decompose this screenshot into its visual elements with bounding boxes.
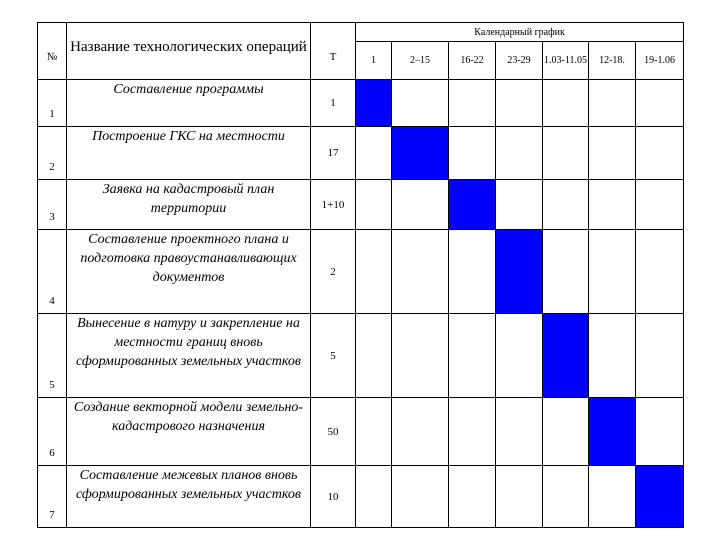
schedule-cell xyxy=(543,398,589,466)
schedule-cell xyxy=(636,80,684,127)
row-operation-name: Составление проектного плана и подготовка правоустанавливающих документов xyxy=(67,230,311,314)
table-row xyxy=(38,80,684,127)
calendar-column-2: 2–15 xyxy=(392,42,449,80)
schedule-bar xyxy=(449,180,496,230)
schedule-cell xyxy=(392,466,449,528)
schedule-cell xyxy=(589,180,636,230)
schedule-bar xyxy=(356,80,392,127)
schedule-cell xyxy=(543,230,589,314)
schedule-bar xyxy=(636,466,684,528)
calendar-column-3: 16-22 xyxy=(449,42,496,80)
header-t: T xyxy=(311,23,356,80)
row-operation-name: Создание векторной модели земельно-кадастрового назначения xyxy=(67,398,311,466)
row-operation-name: Составление программы xyxy=(67,80,311,127)
schedule-cell xyxy=(636,230,684,314)
schedule-cell xyxy=(496,80,543,127)
row-num: 5 xyxy=(38,314,67,398)
schedule-cell xyxy=(392,314,449,398)
schedule-bar xyxy=(589,398,636,466)
row-duration: 17 xyxy=(311,127,356,180)
calendar-column-1: 1 xyxy=(356,42,392,80)
schedule-cell xyxy=(356,466,392,528)
schedule-cell xyxy=(392,180,449,230)
row-num: 6 xyxy=(38,398,67,466)
row-operation-name: Составление межевых планов вновь сформированных земельных участков xyxy=(67,466,311,528)
table-row xyxy=(38,127,684,180)
schedule-cell xyxy=(589,80,636,127)
schedule-cell xyxy=(392,398,449,466)
schedule-bar xyxy=(496,230,543,314)
schedule-cell xyxy=(543,80,589,127)
table-row xyxy=(38,230,684,314)
schedule-cell xyxy=(449,230,496,314)
schedule-bar xyxy=(392,127,449,180)
gantt-table xyxy=(37,22,684,528)
schedule-cell xyxy=(636,314,684,398)
row-operation-name: Построение ГКС на местности xyxy=(67,127,311,180)
schedule-bar xyxy=(543,314,589,398)
schedule-cell xyxy=(496,398,543,466)
calendar-column-5: 1.03-11.05 xyxy=(543,42,589,80)
schedule-cell xyxy=(543,127,589,180)
row-duration: 1+10 xyxy=(311,180,356,230)
schedule-cell xyxy=(392,230,449,314)
calendar-column-4: 23-29 xyxy=(496,42,543,80)
schedule-cell xyxy=(449,80,496,127)
schedule-cell xyxy=(589,230,636,314)
schedule-cell xyxy=(449,398,496,466)
calendar-column-6: 12-18. xyxy=(589,42,636,80)
row-num: 2 xyxy=(38,127,67,180)
schedule-cell xyxy=(392,80,449,127)
row-num: 7 xyxy=(38,466,67,528)
schedule-cell xyxy=(496,466,543,528)
row-duration: 50 xyxy=(311,398,356,466)
schedule-cell xyxy=(496,314,543,398)
schedule-cell xyxy=(496,127,543,180)
schedule-cell xyxy=(356,230,392,314)
header-num: № xyxy=(38,23,67,80)
schedule-cell xyxy=(636,180,684,230)
table-row xyxy=(38,314,684,398)
schedule-cell xyxy=(543,466,589,528)
schedule-cell xyxy=(356,127,392,180)
schedule-cell xyxy=(356,398,392,466)
schedule-cell xyxy=(543,180,589,230)
row-operation-name: Заявка на кадастровый план территории xyxy=(67,180,311,230)
schedule-cell xyxy=(356,314,392,398)
row-duration: 1 xyxy=(311,80,356,127)
row-duration: 10 xyxy=(311,466,356,528)
row-num: 3 xyxy=(38,180,67,230)
schedule-cell xyxy=(589,314,636,398)
table-row xyxy=(38,466,684,528)
row-duration: 5 xyxy=(311,314,356,398)
table-row xyxy=(38,398,684,466)
schedule-cell xyxy=(589,127,636,180)
schedule-cell xyxy=(589,466,636,528)
schedule-cell xyxy=(449,314,496,398)
schedule-cell xyxy=(496,180,543,230)
header-calendar: Календарный график xyxy=(356,23,684,42)
table-row xyxy=(38,180,684,230)
row-operation-name: Вынесение в натуру и закрепление на местности границ вновь сформированных земельных участков xyxy=(67,314,311,398)
row-duration: 2 xyxy=(311,230,356,314)
schedule-cell xyxy=(449,127,496,180)
schedule-cell xyxy=(636,398,684,466)
calendar-column-7: 19-1.06 xyxy=(636,42,684,80)
row-num: 1 xyxy=(38,80,67,127)
schedule-cell xyxy=(449,466,496,528)
rows-body xyxy=(38,80,684,528)
schedule-cell xyxy=(636,127,684,180)
row-num: 4 xyxy=(38,230,67,314)
header-operation-name: Название технологических операций xyxy=(67,23,311,80)
schedule-cell xyxy=(356,180,392,230)
header-row-top xyxy=(38,23,684,42)
